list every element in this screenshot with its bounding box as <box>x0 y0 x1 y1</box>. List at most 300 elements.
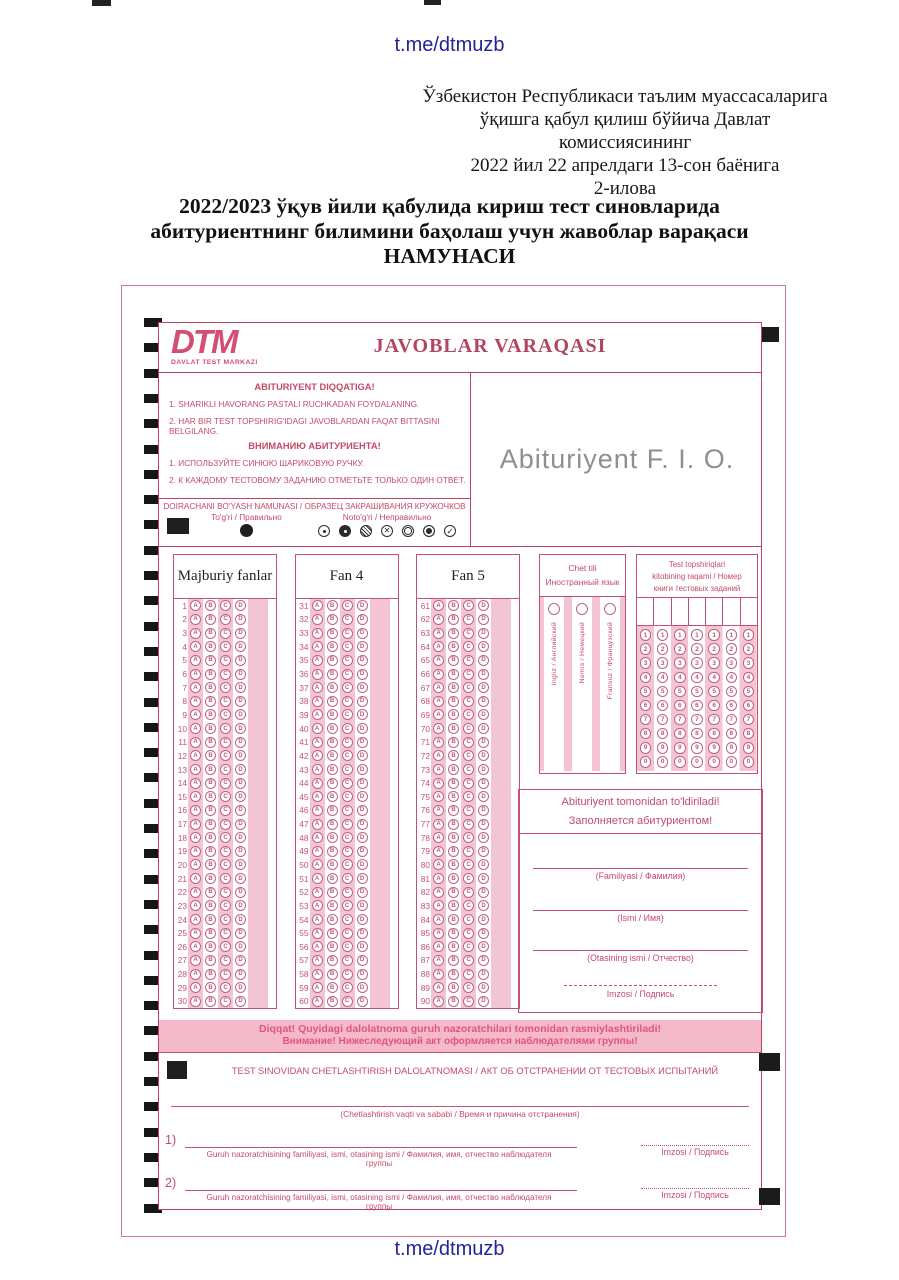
answer-bubble-a[interactable]: A <box>312 614 323 625</box>
answer-bubble-b[interactable]: B <box>205 682 216 693</box>
answer-bubble-a[interactable]: A <box>312 846 323 857</box>
answer-bubble-c[interactable]: C <box>463 941 474 952</box>
answer-bubble-c[interactable]: C <box>463 628 474 639</box>
answer-bubble-b[interactable]: B <box>327 723 338 734</box>
answer-bubble-a[interactable]: A <box>312 914 323 925</box>
language-bubble[interactable] <box>576 603 588 615</box>
answer-bubble-b[interactable]: B <box>448 955 459 966</box>
answer-bubble-b[interactable]: B <box>448 723 459 734</box>
digit-bubble-7[interactable]: 7 <box>640 714 652 726</box>
answer-bubble-a[interactable]: A <box>312 737 323 748</box>
answer-bubble-c[interactable]: C <box>220 941 231 952</box>
answer-bubble-b[interactable]: B <box>205 900 216 911</box>
answer-bubble-d[interactable]: D <box>357 682 368 693</box>
answer-bubble-d[interactable]: D <box>235 696 246 707</box>
answer-bubble-a[interactable]: A <box>312 928 323 939</box>
signature-field-line[interactable] <box>564 985 717 986</box>
book-number-cell[interactable] <box>672 598 689 625</box>
answer-bubble-d[interactable]: D <box>235 969 246 980</box>
answer-bubble-c[interactable]: C <box>463 955 474 966</box>
digit-bubble-2[interactable]: 2 <box>726 643 738 655</box>
answer-bubble-b[interactable]: B <box>448 873 459 884</box>
digit-bubble-7[interactable]: 7 <box>674 714 686 726</box>
digit-bubble-6[interactable]: 6 <box>657 700 669 712</box>
answer-bubble-d[interactable]: D <box>357 846 368 857</box>
answer-bubble-c[interactable]: C <box>342 900 353 911</box>
digit-bubble-3[interactable]: 3 <box>657 657 669 669</box>
answer-bubble-b[interactable]: B <box>205 655 216 666</box>
answer-bubble-d[interactable]: D <box>235 914 246 925</box>
answer-bubble-b[interactable]: B <box>327 737 338 748</box>
answer-bubble-d[interactable]: D <box>235 750 246 761</box>
answer-bubble-a[interactable]: A <box>190 887 201 898</box>
answer-bubble-b[interactable]: B <box>448 900 459 911</box>
answer-bubble-d[interactable]: D <box>357 832 368 843</box>
answer-bubble-b[interactable]: B <box>448 614 459 625</box>
answer-bubble-c[interactable]: C <box>220 982 231 993</box>
answer-bubble-a[interactable]: A <box>190 669 201 680</box>
answer-bubble-c[interactable]: C <box>342 941 353 952</box>
digit-bubble-8[interactable]: 8 <box>743 728 755 740</box>
answer-bubble-a[interactable]: A <box>312 996 323 1007</box>
answer-bubble-c[interactable]: C <box>342 737 353 748</box>
answer-bubble-d[interactable]: D <box>478 846 489 857</box>
answer-bubble-d[interactable]: D <box>478 682 489 693</box>
digit-bubble-9[interactable]: 9 <box>708 742 720 754</box>
answer-bubble-a[interactable]: A <box>312 750 323 761</box>
answer-bubble-d[interactable]: D <box>478 669 489 680</box>
answer-bubble-b[interactable]: B <box>327 791 338 802</box>
answer-bubble-b[interactable]: B <box>205 819 216 830</box>
answer-bubble-d[interactable]: D <box>478 655 489 666</box>
answer-bubble-a[interactable]: A <box>433 682 444 693</box>
digit-bubble-7[interactable]: 7 <box>657 714 669 726</box>
digit-bubble-1[interactable]: 1 <box>657 629 669 641</box>
answer-bubble-d[interactable]: D <box>235 682 246 693</box>
answer-bubble-c[interactable]: C <box>463 914 474 925</box>
answer-bubble-a[interactable]: A <box>190 614 201 625</box>
digit-bubble-1[interactable]: 1 <box>691 629 703 641</box>
answer-bubble-a[interactable]: A <box>190 900 201 911</box>
answer-bubble-b[interactable]: B <box>327 641 338 652</box>
digit-bubble-2[interactable]: 2 <box>708 643 720 655</box>
digit-bubble-1[interactable]: 1 <box>708 629 720 641</box>
answer-bubble-b[interactable]: B <box>448 928 459 939</box>
answer-bubble-a[interactable]: A <box>433 982 444 993</box>
answer-bubble-c[interactable]: C <box>220 955 231 966</box>
digit-bubble-8[interactable]: 8 <box>640 728 652 740</box>
digit-bubble-0[interactable]: 0 <box>708 756 720 768</box>
answer-bubble-d[interactable]: D <box>357 655 368 666</box>
answer-bubble-a[interactable]: A <box>433 819 444 830</box>
digit-bubble-0[interactable]: 0 <box>726 756 738 768</box>
digit-bubble-5[interactable]: 5 <box>726 686 738 698</box>
answer-bubble-d[interactable]: D <box>357 941 368 952</box>
answer-bubble-c[interactable]: C <box>342 764 353 775</box>
digit-bubble-2[interactable]: 2 <box>674 643 686 655</box>
answer-bubble-a[interactable]: A <box>433 628 444 639</box>
answer-bubble-d[interactable]: D <box>478 709 489 720</box>
answer-bubble-a[interactable]: A <box>433 669 444 680</box>
digit-bubble-2[interactable]: 2 <box>743 643 755 655</box>
digit-bubble-2[interactable]: 2 <box>640 643 652 655</box>
answer-bubble-d[interactable]: D <box>357 969 368 980</box>
answer-bubble-a[interactable]: A <box>190 628 201 639</box>
answer-bubble-c[interactable]: C <box>463 750 474 761</box>
answer-bubble-a[interactable]: A <box>433 955 444 966</box>
answer-bubble-d[interactable]: D <box>478 628 489 639</box>
surname-field-line[interactable] <box>533 868 748 869</box>
answer-bubble-d[interactable]: D <box>478 941 489 952</box>
answer-bubble-a[interactable]: A <box>433 696 444 707</box>
answer-bubble-a[interactable]: A <box>190 914 201 925</box>
answer-bubble-a[interactable]: A <box>312 778 323 789</box>
answer-bubble-a[interactable]: A <box>190 750 201 761</box>
answer-bubble-b[interactable]: B <box>448 696 459 707</box>
answer-bubble-c[interactable]: C <box>463 600 474 611</box>
answer-bubble-c[interactable]: C <box>342 614 353 625</box>
answer-bubble-b[interactable]: B <box>448 805 459 816</box>
answer-bubble-d[interactable]: D <box>357 641 368 652</box>
answer-bubble-d[interactable]: D <box>478 600 489 611</box>
answer-bubble-d[interactable]: D <box>478 969 489 980</box>
digit-bubble-3[interactable]: 3 <box>691 657 703 669</box>
answer-bubble-c[interactable]: C <box>463 655 474 666</box>
digit-bubble-8[interactable]: 8 <box>674 728 686 740</box>
answer-bubble-c[interactable]: C <box>220 709 231 720</box>
answer-bubble-b[interactable]: B <box>205 600 216 611</box>
answer-bubble-a[interactable]: A <box>190 819 201 830</box>
answer-bubble-d[interactable]: D <box>478 764 489 775</box>
answer-bubble-b[interactable]: B <box>205 955 216 966</box>
digit-bubble-0[interactable]: 0 <box>640 756 652 768</box>
answer-bubble-d[interactable]: D <box>235 641 246 652</box>
answer-bubble-a[interactable]: A <box>312 709 323 720</box>
answer-bubble-a[interactable]: A <box>190 600 201 611</box>
answer-bubble-b[interactable]: B <box>448 600 459 611</box>
answer-bubble-a[interactable]: A <box>190 996 201 1007</box>
answer-bubble-b[interactable]: B <box>205 764 216 775</box>
answer-bubble-d[interactable]: D <box>478 982 489 993</box>
digit-bubble-5[interactable]: 5 <box>743 686 755 698</box>
answer-bubble-a[interactable]: A <box>312 682 323 693</box>
answer-bubble-a[interactable]: A <box>190 982 201 993</box>
digit-bubble-6[interactable]: 6 <box>743 700 755 712</box>
answer-bubble-b[interactable]: B <box>205 778 216 789</box>
answer-bubble-b[interactable]: B <box>448 832 459 843</box>
answer-bubble-d[interactable]: D <box>357 982 368 993</box>
answer-bubble-a[interactable]: A <box>312 900 323 911</box>
digit-bubble-3[interactable]: 3 <box>726 657 738 669</box>
digit-bubble-7[interactable]: 7 <box>691 714 703 726</box>
answer-bubble-b[interactable]: B <box>327 709 338 720</box>
book-number-cell[interactable] <box>706 598 723 625</box>
answer-bubble-b[interactable]: B <box>448 628 459 639</box>
answer-bubble-a[interactable]: A <box>312 696 323 707</box>
answer-bubble-b[interactable]: B <box>448 846 459 857</box>
answer-bubble-c[interactable]: C <box>342 669 353 680</box>
answer-bubble-c[interactable]: C <box>220 641 231 652</box>
digit-bubble-8[interactable]: 8 <box>708 728 720 740</box>
answer-bubble-b[interactable]: B <box>448 669 459 680</box>
answer-bubble-c[interactable]: C <box>463 641 474 652</box>
answer-bubble-b[interactable]: B <box>448 750 459 761</box>
answer-bubble-d[interactable]: D <box>478 614 489 625</box>
answer-bubble-d[interactable]: D <box>357 628 368 639</box>
answer-bubble-c[interactable]: C <box>463 723 474 734</box>
observer-field-line[interactable] <box>185 1147 577 1148</box>
answer-bubble-a[interactable]: A <box>312 873 323 884</box>
digit-bubble-6[interactable]: 6 <box>708 700 720 712</box>
digit-bubble-4[interactable]: 4 <box>708 672 720 684</box>
answer-bubble-a[interactable]: A <box>433 778 444 789</box>
digit-bubble-1[interactable]: 1 <box>640 629 652 641</box>
answer-bubble-d[interactable]: D <box>478 641 489 652</box>
answer-bubble-d[interactable]: D <box>235 996 246 1007</box>
answer-bubble-c[interactable]: C <box>220 805 231 816</box>
answer-bubble-b[interactable]: B <box>205 887 216 898</box>
answer-bubble-d[interactable]: D <box>357 709 368 720</box>
language-bubble[interactable] <box>548 603 560 615</box>
answer-bubble-b[interactable]: B <box>327 900 338 911</box>
answer-bubble-b[interactable]: B <box>448 655 459 666</box>
answer-bubble-a[interactable]: A <box>433 914 444 925</box>
answer-bubble-d[interactable]: D <box>357 750 368 761</box>
answer-bubble-b[interactable]: B <box>327 600 338 611</box>
answer-bubble-d[interactable]: D <box>235 819 246 830</box>
answer-bubble-c[interactable]: C <box>342 600 353 611</box>
answer-bubble-d[interactable]: D <box>235 669 246 680</box>
answer-bubble-a[interactable]: A <box>312 600 323 611</box>
answer-bubble-b[interactable]: B <box>205 873 216 884</box>
digit-bubble-5[interactable]: 5 <box>691 686 703 698</box>
answer-bubble-b[interactable]: B <box>205 928 216 939</box>
answer-bubble-c[interactable]: C <box>220 696 231 707</box>
digit-bubble-8[interactable]: 8 <box>691 728 703 740</box>
answer-bubble-c[interactable]: C <box>342 887 353 898</box>
answer-bubble-b[interactable]: B <box>205 914 216 925</box>
answer-bubble-d[interactable]: D <box>235 600 246 611</box>
answer-bubble-d[interactable]: D <box>235 982 246 993</box>
answer-bubble-b[interactable]: B <box>327 873 338 884</box>
digit-bubble-6[interactable]: 6 <box>640 700 652 712</box>
answer-bubble-d[interactable]: D <box>478 723 489 734</box>
answer-bubble-b[interactable]: B <box>448 819 459 830</box>
answer-bubble-b[interactable]: B <box>205 805 216 816</box>
answer-bubble-d[interactable]: D <box>357 614 368 625</box>
answer-bubble-c[interactable]: C <box>342 709 353 720</box>
answer-bubble-a[interactable]: A <box>190 832 201 843</box>
answer-bubble-d[interactable]: D <box>478 696 489 707</box>
answer-bubble-d[interactable]: D <box>235 614 246 625</box>
answer-bubble-b[interactable]: B <box>327 669 338 680</box>
digit-bubble-6[interactable]: 6 <box>691 700 703 712</box>
answer-bubble-a[interactable]: A <box>312 982 323 993</box>
digit-bubble-5[interactable]: 5 <box>674 686 686 698</box>
answer-bubble-a[interactable]: A <box>433 764 444 775</box>
answer-bubble-a[interactable]: A <box>312 641 323 652</box>
answer-bubble-c[interactable]: C <box>342 955 353 966</box>
digit-bubble-5[interactable]: 5 <box>657 686 669 698</box>
answer-bubble-a[interactable]: A <box>190 928 201 939</box>
answer-bubble-b[interactable]: B <box>327 832 338 843</box>
answer-bubble-d[interactable]: D <box>357 928 368 939</box>
digit-bubble-2[interactable]: 2 <box>657 643 669 655</box>
answer-bubble-c[interactable]: C <box>463 819 474 830</box>
answer-bubble-a[interactable]: A <box>433 737 444 748</box>
answer-bubble-d[interactable]: D <box>357 600 368 611</box>
digit-bubble-0[interactable]: 0 <box>691 756 703 768</box>
answer-bubble-a[interactable]: A <box>433 600 444 611</box>
answer-bubble-b[interactable]: B <box>205 982 216 993</box>
answer-bubble-d[interactable]: D <box>357 791 368 802</box>
answer-bubble-c[interactable]: C <box>342 873 353 884</box>
answer-bubble-b[interactable]: B <box>448 996 459 1007</box>
answer-bubble-c[interactable]: C <box>463 846 474 857</box>
answer-bubble-b[interactable]: B <box>327 982 338 993</box>
digit-bubble-6[interactable]: 6 <box>726 700 738 712</box>
answer-bubble-b[interactable]: B <box>327 764 338 775</box>
answer-bubble-d[interactable]: D <box>357 737 368 748</box>
answer-bubble-d[interactable]: D <box>478 805 489 816</box>
answer-bubble-a[interactable]: A <box>312 955 323 966</box>
answer-bubble-b[interactable]: B <box>327 859 338 870</box>
answer-bubble-b[interactable]: B <box>327 805 338 816</box>
answer-bubble-d[interactable]: D <box>235 655 246 666</box>
answer-bubble-b[interactable]: B <box>205 846 216 857</box>
answer-bubble-d[interactable]: D <box>478 859 489 870</box>
answer-bubble-b[interactable]: B <box>205 641 216 652</box>
digit-bubble-1[interactable]: 1 <box>726 629 738 641</box>
digit-bubble-0[interactable]: 0 <box>674 756 686 768</box>
telegram-link-top[interactable]: t.me/dtmuzb <box>394 34 505 56</box>
answer-bubble-c[interactable]: C <box>342 628 353 639</box>
digit-bubble-6[interactable]: 6 <box>674 700 686 712</box>
answer-bubble-b[interactable]: B <box>205 996 216 1007</box>
answer-bubble-b[interactable]: B <box>327 628 338 639</box>
digit-bubble-3[interactable]: 3 <box>674 657 686 669</box>
answer-bubble-d[interactable]: D <box>478 928 489 939</box>
answer-bubble-a[interactable]: A <box>433 723 444 734</box>
answer-bubble-a[interactable]: A <box>433 805 444 816</box>
answer-bubble-d[interactable]: D <box>235 900 246 911</box>
answer-bubble-d[interactable]: D <box>235 941 246 952</box>
answer-bubble-b[interactable]: B <box>327 778 338 789</box>
answer-bubble-d[interactable]: D <box>357 900 368 911</box>
answer-bubble-c[interactable]: C <box>342 928 353 939</box>
answer-bubble-c[interactable]: C <box>342 723 353 734</box>
answer-bubble-d[interactable]: D <box>357 819 368 830</box>
answer-bubble-c[interactable]: C <box>463 887 474 898</box>
observer-field-line[interactable] <box>185 1190 577 1191</box>
digit-bubble-7[interactable]: 7 <box>743 714 755 726</box>
answer-bubble-c[interactable]: C <box>342 832 353 843</box>
answer-bubble-b[interactable]: B <box>205 614 216 625</box>
answer-bubble-b[interactable]: B <box>205 750 216 761</box>
answer-bubble-c[interactable]: C <box>220 750 231 761</box>
answer-bubble-a[interactable]: A <box>190 846 201 857</box>
answer-bubble-c[interactable]: C <box>220 819 231 830</box>
answer-bubble-a[interactable]: A <box>312 655 323 666</box>
answer-bubble-d[interactable]: D <box>235 737 246 748</box>
language-bubble[interactable] <box>604 603 616 615</box>
answer-bubble-d[interactable]: D <box>357 696 368 707</box>
answer-bubble-a[interactable]: A <box>190 859 201 870</box>
book-number-cell[interactable] <box>741 598 757 625</box>
answer-bubble-c[interactable]: C <box>220 928 231 939</box>
answer-bubble-b[interactable]: B <box>448 709 459 720</box>
answer-bubble-c[interactable]: C <box>220 914 231 925</box>
digit-bubble-9[interactable]: 9 <box>743 742 755 754</box>
answer-bubble-d[interactable]: D <box>235 928 246 939</box>
answer-bubble-a[interactable]: A <box>190 737 201 748</box>
answer-bubble-a[interactable]: A <box>433 655 444 666</box>
answer-bubble-d[interactable]: D <box>235 887 246 898</box>
digit-bubble-9[interactable]: 9 <box>726 742 738 754</box>
answer-bubble-c[interactable]: C <box>220 764 231 775</box>
answer-bubble-d[interactable]: D <box>357 873 368 884</box>
answer-bubble-c[interactable]: C <box>342 655 353 666</box>
answer-bubble-a[interactable]: A <box>190 969 201 980</box>
answer-bubble-a[interactable]: A <box>190 723 201 734</box>
answer-bubble-d[interactable]: D <box>478 900 489 911</box>
answer-bubble-c[interactable]: C <box>463 832 474 843</box>
digit-bubble-4[interactable]: 4 <box>691 672 703 684</box>
answer-bubble-b[interactable]: B <box>448 941 459 952</box>
answer-bubble-b[interactable]: B <box>327 914 338 925</box>
answer-bubble-d[interactable]: D <box>478 996 489 1007</box>
answer-bubble-b[interactable]: B <box>327 955 338 966</box>
answer-bubble-c[interactable]: C <box>463 859 474 870</box>
answer-bubble-c[interactable]: C <box>463 778 474 789</box>
answer-bubble-c[interactable]: C <box>463 873 474 884</box>
answer-bubble-b[interactable]: B <box>327 819 338 830</box>
answer-bubble-c[interactable]: C <box>463 737 474 748</box>
reason-field-line[interactable] <box>171 1106 749 1107</box>
answer-bubble-c[interactable]: C <box>342 914 353 925</box>
answer-bubble-c[interactable]: C <box>342 696 353 707</box>
answer-bubble-b[interactable]: B <box>448 982 459 993</box>
digit-bubble-9[interactable]: 9 <box>674 742 686 754</box>
answer-bubble-b[interactable]: B <box>327 941 338 952</box>
digit-bubble-7[interactable]: 7 <box>708 714 720 726</box>
answer-bubble-d[interactable]: D <box>235 873 246 884</box>
answer-bubble-c[interactable]: C <box>342 819 353 830</box>
answer-bubble-d[interactable]: D <box>357 859 368 870</box>
answer-bubble-d[interactable]: D <box>235 832 246 843</box>
answer-bubble-d[interactable]: D <box>478 819 489 830</box>
answer-bubble-b[interactable]: B <box>205 832 216 843</box>
answer-bubble-d[interactable]: D <box>478 955 489 966</box>
answer-bubble-a[interactable]: A <box>312 819 323 830</box>
answer-bubble-b[interactable]: B <box>448 887 459 898</box>
digit-bubble-4[interactable]: 4 <box>657 672 669 684</box>
answer-bubble-b[interactable]: B <box>448 682 459 693</box>
answer-bubble-d[interactable]: D <box>235 723 246 734</box>
answer-bubble-c[interactable]: C <box>463 928 474 939</box>
answer-bubble-c[interactable]: C <box>220 996 231 1007</box>
answer-bubble-b[interactable]: B <box>205 737 216 748</box>
answer-bubble-a[interactable]: A <box>190 641 201 652</box>
answer-bubble-c[interactable]: C <box>220 873 231 884</box>
answer-bubble-c[interactable]: C <box>342 791 353 802</box>
answer-bubble-c[interactable]: C <box>463 805 474 816</box>
answer-bubble-a[interactable]: A <box>312 969 323 980</box>
digit-bubble-1[interactable]: 1 <box>743 629 755 641</box>
digit-bubble-3[interactable]: 3 <box>743 657 755 669</box>
answer-bubble-d[interactable]: D <box>235 859 246 870</box>
answer-bubble-b[interactable]: B <box>448 641 459 652</box>
